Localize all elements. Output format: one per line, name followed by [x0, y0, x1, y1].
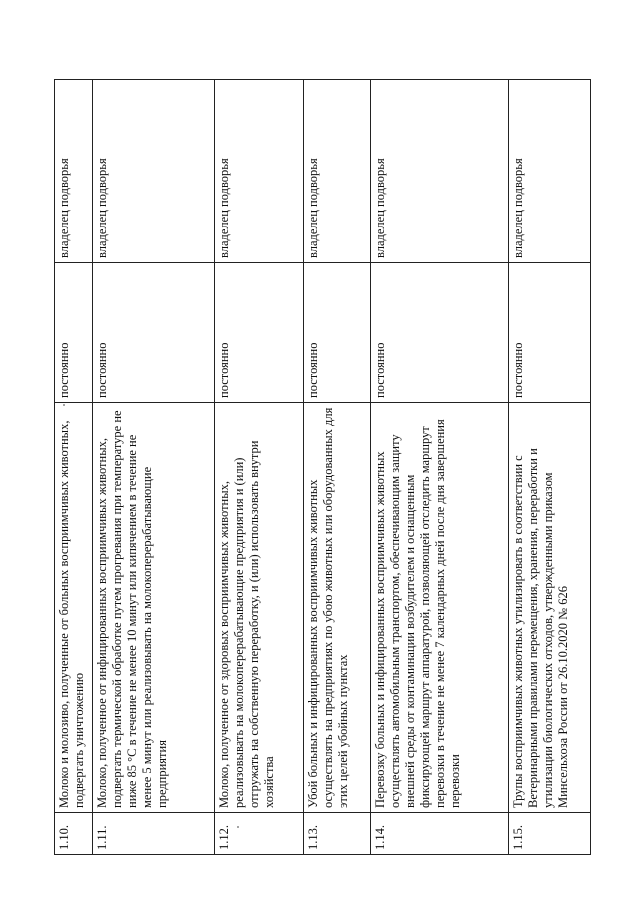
- row-description-text: Молоко, полученное от инфицированных восприимчивых животных, подвергать термической обработке путем прогревания при температуре не ниже 85 °С в течение не менее 10 минут или кипячением в течение не менее 5 минут или реализовывать на молокоперерабатывающие предприятия: [95, 410, 169, 808]
- row-responsible: владелец подворья: [304, 80, 371, 263]
- row-description-text: Трупы восприимчивых животных утилизировать в соответствии с Ветеринарными правилами перемещения, хранения, переработки и утилизации биологических отходов, утвержденными приказом Минсельхоза России от 26.10.2020 № 626: [511, 448, 570, 808]
- table-row: [93, 80, 215, 855]
- row-number: 1.10.: [55, 813, 93, 855]
- table-row: [371, 80, 509, 855]
- row-responsible: владелец подворья: [509, 80, 591, 263]
- table-row: [304, 80, 371, 855]
- row-responsible: владелец подворья: [93, 80, 215, 263]
- row-description: [371, 403, 509, 813]
- row-term: постоянно: [371, 263, 509, 403]
- row-responsible: владелец подворья: [215, 80, 304, 263]
- scan-speck: [63, 404, 65, 406]
- row-number: 1.11.: [93, 813, 215, 855]
- measures-table: [54, 79, 591, 855]
- row-description: [304, 403, 371, 813]
- row-description: [55, 403, 93, 813]
- row-responsible: владелец подворья: [371, 80, 509, 263]
- row-description: [215, 403, 304, 813]
- row-number: 1.15.: [509, 813, 591, 855]
- row-term: постоянно: [55, 263, 93, 403]
- row-term: постоянно: [93, 263, 215, 403]
- table-row: [509, 80, 591, 855]
- row-description: [93, 403, 215, 813]
- row-term: постоянно: [215, 263, 304, 403]
- row-number: 1.13.: [304, 813, 371, 855]
- row-description-text: Перевозку больных и инфицированных восприимчивых животных осуществлять автомобильным транспортом, обеспечивающим защиту внешней среды от контаминации возбудителем и оснащенным фиксирующей маршрут аппаратурой, позволяющей отследить маршрут перевозки в течение не менее 7 календарных дней после дня завершения перевозки: [373, 419, 462, 808]
- row-description-text: Молоко и молозиво, полученные от больных восприимчивых животных, подвергать уничтожению: [57, 420, 86, 808]
- rotated-document-page: [54, 80, 590, 855]
- table-row: [55, 80, 93, 855]
- row-number: 1.14.: [371, 813, 509, 855]
- scan-speck: [237, 826, 239, 828]
- row-term: постоянно: [304, 263, 371, 403]
- row-description-text: Убой больных и инфицированных восприимчивых животных осуществлять на предприятиях по убою животных или оборудованных для этих целей убойных пунктах: [306, 407, 350, 808]
- row-responsible: владелец подворья: [55, 80, 93, 263]
- row-number: 1.12.: [215, 813, 304, 855]
- row-description-text: Молоко, полученное от здоровых восприимчивых животных, реализовывать на молокоперерабатывающие предприятия и (или) отгружать на собственную переработку, и (или) использовать внутри хозяйства: [217, 440, 276, 808]
- table-row: [215, 80, 304, 855]
- row-description: [509, 403, 591, 813]
- row-term: постоянно: [509, 263, 591, 403]
